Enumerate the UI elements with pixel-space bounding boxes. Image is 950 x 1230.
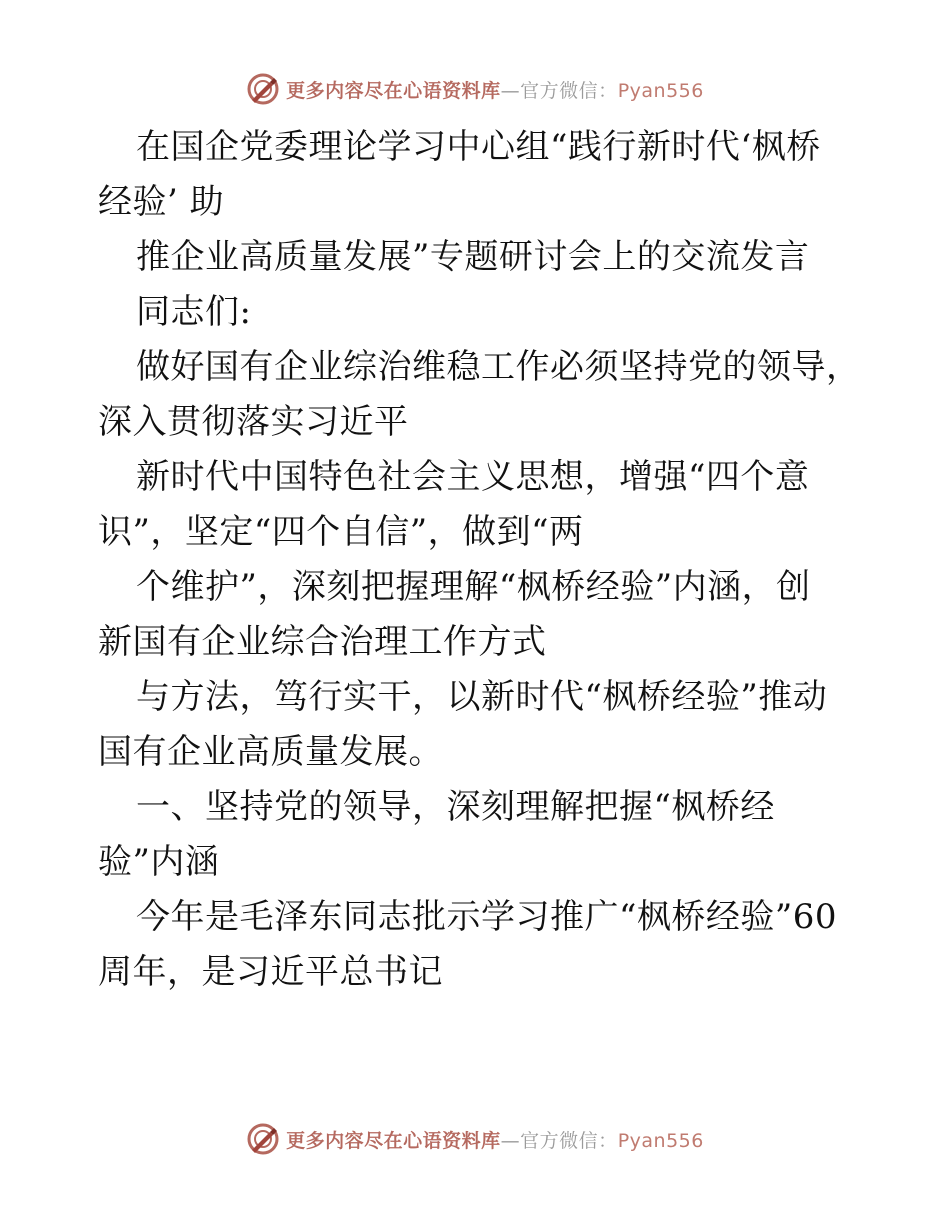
paragraph-line: 个维护”，深刻把握理解“枫桥经验”内涵，创 — [136, 567, 811, 607]
watermark-contact-id: Pyan556 — [617, 79, 704, 102]
watermark-contact-label: 官方微信： — [520, 79, 618, 102]
document-body — [98, 120, 861, 1000]
watermark-separator: — — [500, 1129, 521, 1152]
paragraph-line: 深入贯彻落实习近平 — [98, 402, 409, 442]
section-heading-line: 验”内涵 — [98, 842, 220, 882]
title-line-2: 经验’ 助 — [98, 182, 225, 222]
watermark-header — [0, 72, 950, 106]
paragraph-line: 新国有企业综合治理工作方式 — [98, 622, 547, 662]
watermark-text — [286, 1126, 704, 1153]
paragraph-line: 新时代中国特色社会主义思想，增强“四个意 — [136, 457, 810, 497]
salutation: 同志们: — [136, 292, 252, 332]
section-heading-line: 一、坚持党的领导，深刻理解把握“枫桥经 — [136, 787, 775, 827]
paragraph-line: 识”，坚定“四个自信”，做到“两 — [98, 512, 584, 552]
watermark-brand: 更多内容尽在心语资料库 — [286, 1129, 501, 1152]
watermark-brand: 更多内容尽在心语资料库 — [286, 79, 501, 102]
watermark-separator: — — [500, 79, 521, 102]
paragraph-line: 国有企业高质量发展。 — [98, 732, 443, 772]
paragraph-line: 做好国有企业综治维稳工作必须坚持党的领导， — [136, 347, 861, 387]
title-line-1: 在国企党委理论学习中心组“践行新时代‘枫桥 — [136, 127, 821, 167]
watermark-contact-label: 官方微信： — [520, 1129, 618, 1152]
pen-logo-icon — [246, 72, 280, 106]
paragraph-line: 周年，是习近平总书记 — [98, 952, 443, 992]
watermark-footer — [0, 1122, 950, 1156]
title-line-3: 推企业高质量发展”专题研讨会上的交流发言 — [136, 237, 810, 277]
watermark-text — [286, 76, 704, 103]
paragraph-line: 与方法，笃行实干，以新时代“枫桥经验”推动 — [136, 677, 828, 717]
watermark-contact-id: Pyan556 — [617, 1129, 704, 1152]
paragraph-line: 今年是毛泽东同志批示学习推广“枫桥经验”60 — [136, 897, 838, 937]
pen-logo-icon — [246, 1122, 280, 1156]
